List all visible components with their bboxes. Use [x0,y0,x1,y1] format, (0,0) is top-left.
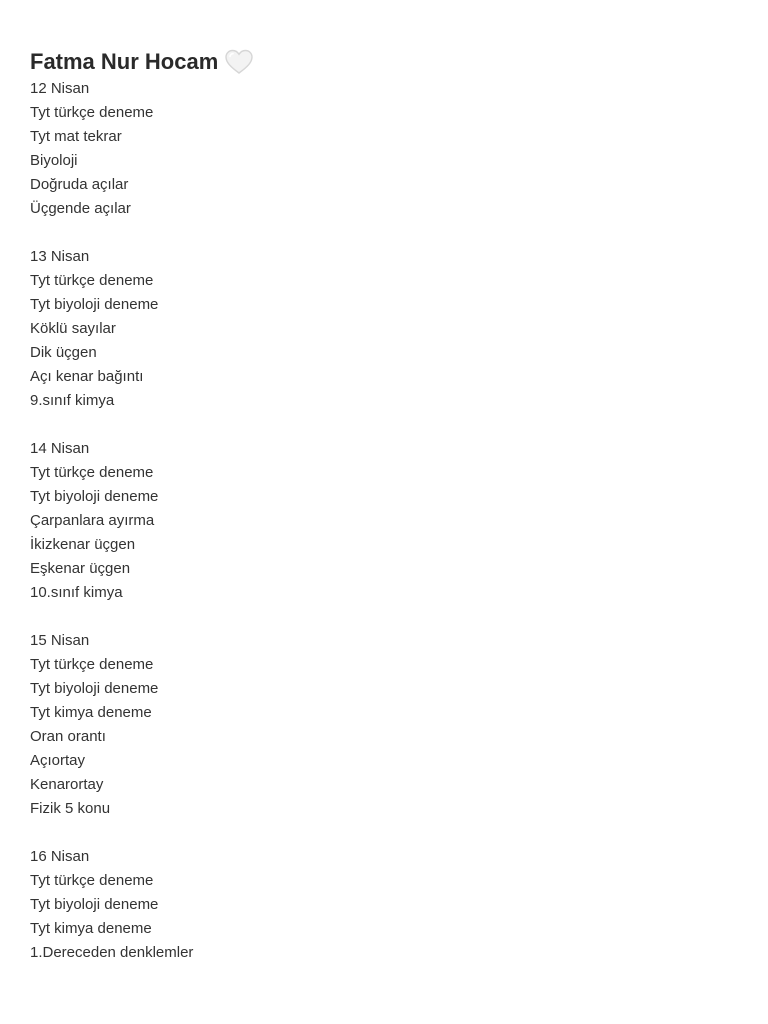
note-line: 12 Nisan [30,80,90,97]
note-line: Tyt türkçe deneme [30,872,154,889]
note-title-text: Fatma Nur Hocam [30,48,219,74]
note-line: 13 Nisan [30,248,90,265]
white-heart-icon [224,48,254,76]
note-line: Tyt biyoloji deneme [30,896,159,913]
note-line: Eşkenar üçgen [30,560,131,577]
note-line: Üçgende açılar [30,200,131,217]
note-line: Tyt biyoloji deneme [30,680,159,697]
note-line: Tyt mat tekrar [30,128,122,145]
note-line: 14 Nisan [30,440,90,457]
note-line: 1.Dereceden denklemler [30,944,194,961]
blank-line [30,413,730,437]
note-line: Tyt biyoloji deneme [30,488,159,505]
note-line: Çarpanlara ayırma [30,512,155,529]
note-line: Doğruda açılar [30,176,129,193]
note-body[interactable] [30,46,730,965]
note-line: Fizik 5 konu [30,800,111,817]
note-line: Biyoloji [30,152,78,169]
note-line: Oran orantı [30,728,106,745]
note-line: Açı kenar bağıntı [30,368,144,385]
note-line: Dik üçgen [30,344,97,361]
note-line: Tyt kimya deneme [30,920,152,937]
note-line: İkizkenar üçgen [30,536,136,553]
note-line: 9.sınıf kimya [30,392,115,409]
note-line: Tyt biyoloji deneme [30,296,159,313]
note-line: 16 Nisan [30,848,90,865]
blank-line [30,221,730,245]
note-title[interactable] [30,46,730,77]
note-line: 15 Nisan [30,632,90,649]
note-line: 10.sınıf kimya [30,584,123,601]
note-lines [30,77,730,965]
note-line: Tyt kimya deneme [30,704,152,721]
note-line: Tyt türkçe deneme [30,104,154,121]
note-line: Tyt türkçe deneme [30,656,154,673]
note-line: Açıortay [30,752,86,769]
note-line: Tyt türkçe deneme [30,464,154,481]
note-line: Tyt türkçe deneme [30,272,154,289]
note-line: Kenarortay [30,776,104,793]
blank-line [30,821,730,845]
blank-line [30,605,730,629]
note-line: Köklü sayılar [30,320,116,337]
